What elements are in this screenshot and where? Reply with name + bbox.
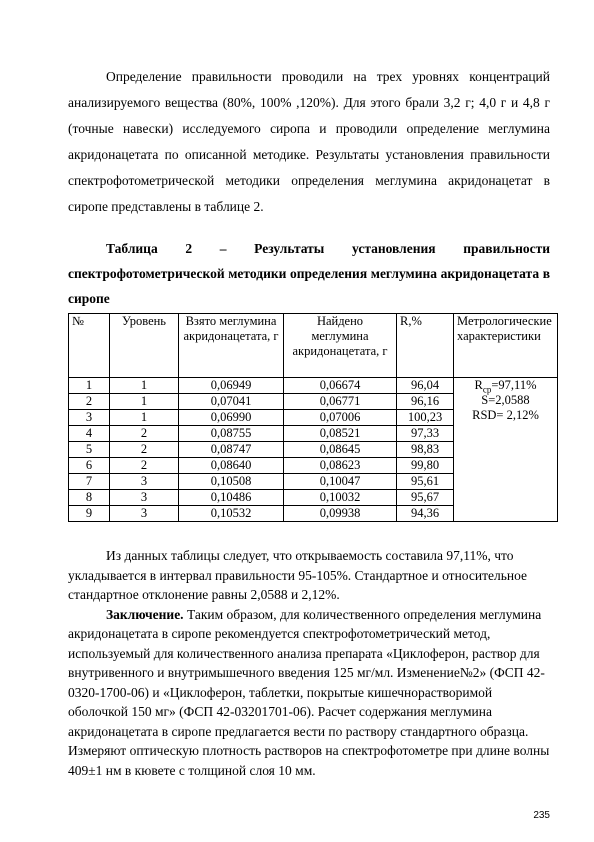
cell-r: 96,16 bbox=[397, 394, 454, 410]
cell-taken: 0,08747 bbox=[179, 442, 284, 458]
cell-found: 0,10047 bbox=[284, 474, 397, 490]
table-body bbox=[69, 378, 558, 522]
cell-found: 0,07006 bbox=[284, 410, 397, 426]
cell-taken: 0,08755 bbox=[179, 426, 284, 442]
header-taken: Взято меглумина акридонацетата, г bbox=[179, 314, 284, 378]
table-row bbox=[69, 378, 558, 394]
cell-num: 9 bbox=[69, 506, 110, 522]
metro-mean bbox=[457, 378, 554, 393]
header-level: Уровень bbox=[110, 314, 179, 378]
cell-level: 3 bbox=[110, 490, 179, 506]
cell-r: 98,83 bbox=[397, 442, 454, 458]
conclusion-block bbox=[68, 546, 550, 780]
cell-num: 1 bbox=[69, 378, 110, 394]
header-r: R,% bbox=[397, 314, 454, 378]
cell-level: 1 bbox=[110, 394, 179, 410]
table-header-row bbox=[69, 314, 558, 378]
cell-level: 2 bbox=[110, 426, 179, 442]
intro-first-line: Определение правильности проводили на трех уровнях концентраций bbox=[106, 69, 550, 84]
intro-rest: анализируемого вещества (80%, 100% ,120%). Для этого брали 3,2 г; 4,0 г и 4,8 г (точные навески) исследуемого сиропа и проводили определение меглумина акридонацетата по описанной методике. Результаты установления правильности спектрофотометрической методики определения меглумина акридонацетат в сиропе представлены в таблице 2. bbox=[68, 95, 550, 214]
cell-level: 2 bbox=[110, 458, 179, 474]
cell-taken: 0,06949 bbox=[179, 378, 284, 394]
cell-found: 0,08521 bbox=[284, 426, 397, 442]
cell-num: 5 bbox=[69, 442, 110, 458]
conclusion-text: Таким образом, для количественного определения меглумина акридонацетата в сиропе рекомендуется спектрофотометрический метод, используемый для количественного анализа препарата «Циклоферон, раствор для внутривенного и внутримышечного введения 125 мг/мл. Изменение№2» (ФСП 42-0320-1700-06) и «Циклоферон, таблетки, покрытые кишечнорастворимой оболочкой 150 мг» (ФСП 42-03201701-06). Расчет содержания меглумина акридонацетата в сиропе предлагается вести по раствору стандартного образца. Измеряют оптическую плотность растворов на спектрофотометре при длине волны 409±1 нм в кювете с толщиной слоя 10 мм. bbox=[68, 606, 550, 778]
header-metro: Метрологические характеристики bbox=[454, 314, 558, 378]
header-found: Найдено меглумина акридонацетата, г bbox=[284, 314, 397, 378]
cell-metrology bbox=[454, 378, 558, 522]
metro-mean-prefix: R bbox=[474, 378, 483, 392]
page-number: 235 bbox=[533, 810, 550, 821]
cell-r: 96,04 bbox=[397, 378, 454, 394]
cell-level: 1 bbox=[110, 410, 179, 426]
cell-found: 0,06771 bbox=[284, 394, 397, 410]
header-num: № bbox=[69, 314, 110, 378]
intro-paragraph bbox=[68, 64, 550, 220]
table-caption bbox=[68, 236, 550, 311]
cell-taken: 0,10508 bbox=[179, 474, 284, 490]
result-paragraph: Из данных таблицы следует, что открываемость составила 97,11%, что укладывается в интервал правильности 95-105%. Стандартное и относительное стандартное отклонение равны 2,0588 и 2,12%. bbox=[68, 548, 528, 602]
metro-s: S=2,0588 bbox=[481, 393, 530, 407]
cell-taken: 0,10486 bbox=[179, 490, 284, 506]
cell-num: 3 bbox=[69, 410, 110, 426]
cell-level: 1 bbox=[110, 378, 179, 394]
cell-r: 97,33 bbox=[397, 426, 454, 442]
cell-num: 6 bbox=[69, 458, 110, 474]
cell-level: 3 bbox=[110, 474, 179, 490]
cell-found: 0,08645 bbox=[284, 442, 397, 458]
cell-found: 0,10032 bbox=[284, 490, 397, 506]
cell-r: 99,80 bbox=[397, 458, 454, 474]
cell-level: 2 bbox=[110, 442, 179, 458]
cell-num: 8 bbox=[69, 490, 110, 506]
cell-found: 0,08623 bbox=[284, 458, 397, 474]
cell-num: 4 bbox=[69, 426, 110, 442]
cell-r: 95,67 bbox=[397, 490, 454, 506]
cell-taken: 0,10532 bbox=[179, 506, 284, 522]
conclusion-paragraph bbox=[68, 605, 550, 781]
metro-rsd: RSD= 2,12% bbox=[472, 408, 539, 422]
results-table bbox=[68, 313, 558, 522]
cell-num: 2 bbox=[69, 394, 110, 410]
cell-taken: 0,08640 bbox=[179, 458, 284, 474]
cell-num: 7 bbox=[69, 474, 110, 490]
cell-level: 3 bbox=[110, 506, 179, 522]
cell-found: 0,09938 bbox=[284, 506, 397, 522]
cell-r: 94,36 bbox=[397, 506, 454, 522]
table-caption-text: Таблица 2 – Результаты установления правильности спектрофотометрической методики определения меглумина акридонацетата в сиропе bbox=[68, 241, 550, 306]
cell-taken: 0,06990 bbox=[179, 410, 284, 426]
cell-found: 0,06674 bbox=[284, 378, 397, 394]
conclusion-label: Заключение. bbox=[106, 606, 184, 622]
metro-mean-sub: ср bbox=[482, 384, 492, 395]
cell-taken: 0,07041 bbox=[179, 394, 284, 410]
cell-r: 95,61 bbox=[397, 474, 454, 490]
metro-mean-value: =97,11% bbox=[491, 378, 537, 392]
cell-r: 100,23 bbox=[397, 410, 454, 426]
